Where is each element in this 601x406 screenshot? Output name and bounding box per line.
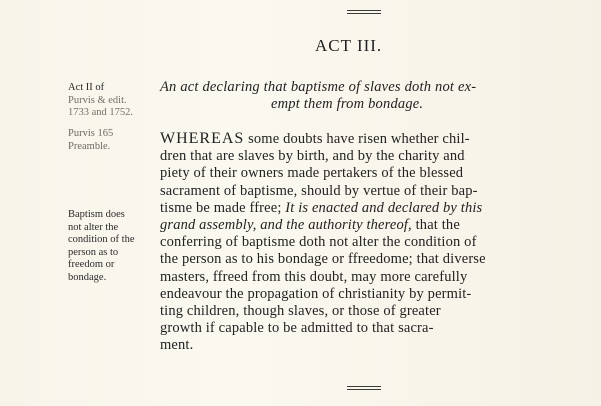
margin-note-line: Baptism does — [68, 209, 125, 220]
body-line: conferring of baptisme doth not alter the condition of — [160, 234, 477, 251]
body-line: ment. — [160, 337, 194, 354]
margin-note-line: person as to — [68, 246, 119, 258]
margin-note-line: freedom or — [68, 259, 115, 270]
margin-note-baptism — [68, 209, 154, 284]
body-line: piety of their owners made pertakers of the blessed — [160, 165, 464, 182]
margin-note-line: Act II of — [68, 82, 105, 93]
margin-note-act-reference — [68, 82, 154, 120]
body-line-text: that the — [411, 217, 460, 234]
subtitle-line-2: empt them from bondage. — [271, 96, 424, 112]
bottom-ornament — [347, 386, 381, 390]
body-line: endeavour the propagation of christianity by permit- — [160, 285, 472, 302]
drop-word: WHEREAS — [160, 130, 245, 147]
body-line — [160, 130, 572, 148]
body-line: sacrament of baptisme, should by vertue of their bap- — [160, 182, 478, 199]
margin-note-preamble — [68, 128, 154, 153]
margin-note-line: Purvis 165 — [68, 128, 114, 139]
margin-note-line: not alter the — [68, 221, 119, 233]
body-line — [160, 217, 572, 234]
body-line-text: some doubts have risen whether chil- — [244, 131, 470, 147]
top-ornament — [347, 10, 381, 14]
subtitle-line-1: An act declaring that baptisme of slaves doth not ex- — [160, 79, 477, 95]
body-line — [160, 200, 572, 217]
margin-note-line: Preamble. — [68, 140, 111, 152]
body-line-italic: grand assembly, and the authority thereof, — [160, 217, 412, 234]
body-line: masters, ffreed from this doubt, may more carefully — [160, 268, 468, 285]
body-line-italic: It is enacted and declared by this — [285, 199, 483, 216]
margin-note-line: 1733 and 1752. — [68, 107, 134, 118]
body-line: dren that are slaves by birth, and by the charity and — [160, 148, 465, 165]
margin-note-line: Purvis & edit. — [68, 94, 127, 106]
margin-note-line: bondage. — [68, 271, 107, 283]
act-body-text — [160, 130, 572, 355]
body-line: the person as to his bondage or ffreedome; that diverse — [160, 251, 486, 268]
margin-note-line: condition of the — [68, 234, 135, 245]
act-title: ACT III. — [315, 36, 383, 55]
body-line: ting children, though slaves, or those of greater — [160, 303, 441, 320]
body-line-text: tisme be made ffree; — [160, 199, 286, 216]
body-line: growth if capable to be admitted to that sacra- — [160, 320, 434, 337]
act-subtitle — [160, 79, 570, 113]
